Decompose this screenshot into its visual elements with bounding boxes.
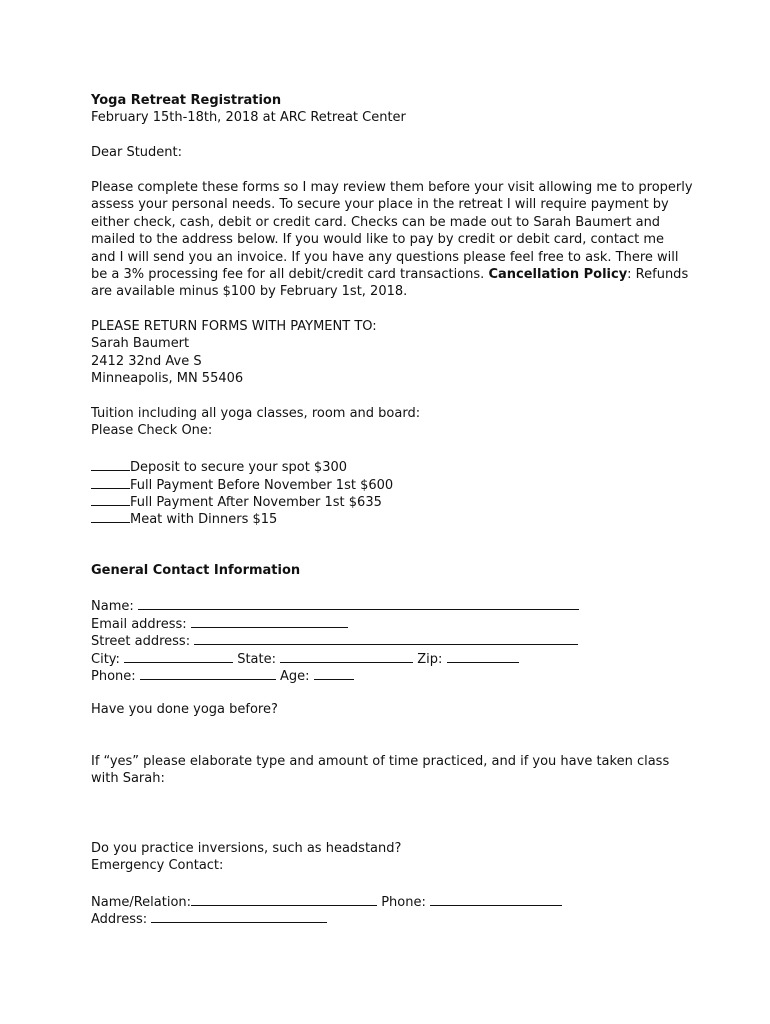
intro-paragraph — [91, 179, 691, 301]
city-label: City: — [91, 651, 120, 667]
email-label: Email address: — [91, 616, 187, 632]
age-label: Age: — [279, 668, 310, 684]
state-field[interactable] — [280, 649, 413, 663]
event-dates: February 15th-18th, 2018 at ARC Retreat Center — [91, 110, 406, 126]
emergency-heading: Emergency Contact: — [91, 858, 224, 874]
address-field[interactable] — [151, 909, 327, 923]
return-address — [91, 318, 691, 388]
street-field[interactable] — [194, 631, 578, 645]
relation-row — [91, 892, 691, 909]
check-blank[interactable] — [91, 509, 130, 523]
return-street: 2412 32nd Ave S — [91, 353, 202, 369]
policy-text: : Refunds — [627, 266, 689, 282]
tuition-instruction: Please Check One: — [91, 423, 213, 439]
relation-field[interactable] — [191, 892, 377, 906]
street-label: Street address: — [91, 634, 191, 650]
state-label: State: — [237, 651, 276, 667]
tuition-option — [91, 475, 691, 492]
phone-field[interactable] — [140, 666, 276, 680]
return-heading: PLEASE RETURN FORMS WITH PAYMENT TO: — [91, 319, 377, 335]
name-label: Name: — [91, 599, 134, 615]
name-field[interactable] — [138, 596, 579, 610]
tuition-options — [91, 457, 691, 527]
address-row — [91, 909, 691, 926]
option-label: Meat with Dinners $15 — [130, 512, 278, 528]
return-name: Sarah Baumert — [91, 336, 190, 352]
check-blank[interactable] — [91, 492, 130, 506]
tuition-option — [91, 457, 691, 474]
intro-line: Please complete these forms so I may review them before your visit allowing me to properly — [91, 179, 693, 195]
emergency-phone-field[interactable] — [430, 892, 562, 906]
city-field[interactable] — [124, 649, 233, 663]
check-blank[interactable] — [91, 457, 130, 471]
intro-line: assess your personal needs. To secure your place in the retreat I will require payment by — [91, 197, 669, 213]
emergency-phone-label: Phone: — [381, 895, 426, 911]
greeting: Dear Student: — [91, 145, 183, 161]
relation-label: Name/Relation: — [91, 895, 192, 911]
emergency-fields — [91, 892, 691, 927]
yoga-experience-question: Have you done yoga before? — [91, 701, 278, 717]
intro-line: are available minus $100 by February 1st, 2018. — [91, 284, 408, 300]
option-label: Deposit to secure your spot $300 — [130, 460, 348, 476]
return-city: Minneapolis, MN 55406 — [91, 371, 244, 387]
age-field[interactable] — [314, 666, 354, 680]
email-field[interactable] — [191, 614, 348, 628]
tuition-heading: Tuition including all yoga classes, room and board: — [91, 406, 421, 422]
tuition-option — [91, 492, 691, 509]
elaborate-question: If “yes” please elaborate type and amount of time practiced, and if you have taken class — [91, 753, 670, 769]
check-blank[interactable] — [91, 475, 130, 489]
elaborate-question-cont: with Sarah: — [91, 771, 165, 787]
intro-line: and I will send you an invoice. If you have any questions please feel free to ask. There will — [91, 249, 679, 265]
option-label: Full Payment After November 1st $635 — [130, 494, 382, 510]
zip-field[interactable] — [447, 649, 519, 663]
email-row — [91, 614, 691, 631]
registration-form — [91, 92, 691, 927]
phone-row — [91, 666, 691, 683]
option-label: Full Payment Before November 1st $600 — [130, 477, 394, 493]
contact-fields — [91, 596, 691, 683]
form-title: Yoga Retreat Registration — [91, 93, 282, 108]
cancellation-policy-label: Cancellation Policy — [488, 266, 628, 282]
fee-text: be a 3% processing fee for all debit/credit card transactions. — [91, 266, 489, 282]
tuition-option — [91, 509, 691, 526]
contact-heading: General Contact Information — [91, 562, 301, 578]
city-row — [91, 649, 691, 666]
intro-line — [91, 266, 691, 283]
phone-label: Phone: — [91, 668, 136, 684]
intro-line: either check, cash, debit or credit card. Checks can be made out to Sarah Baumert and — [91, 214, 661, 230]
address-label: Address: — [91, 912, 148, 928]
zip-label: Zip: — [417, 651, 443, 667]
intro-line: mailed to the address below. If you would like to pay by credit or debit card, contact me — [91, 232, 664, 248]
inversions-question: Do you practice inversions, such as headstand? — [91, 840, 402, 856]
name-row — [91, 596, 691, 613]
street-row — [91, 631, 691, 648]
